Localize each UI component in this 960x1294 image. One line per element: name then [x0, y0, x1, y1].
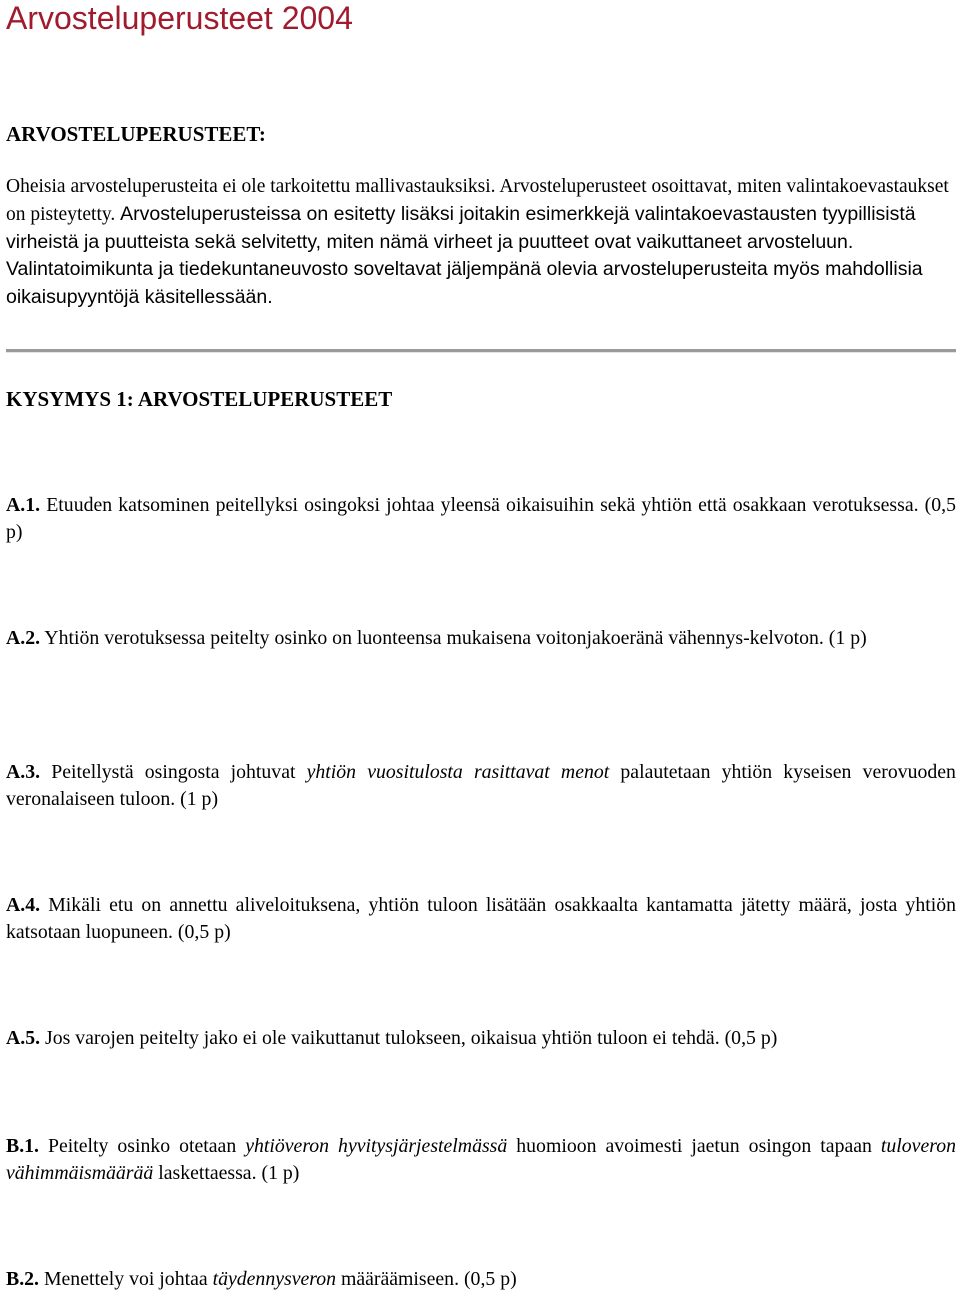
criterion-emphasis: yhtiön vuositulosta rasittavat menot	[306, 761, 610, 783]
criterion-a1	[6, 492, 956, 546]
criterion-b1	[6, 1133, 956, 1187]
page-title: Arvosteluperusteet 2004	[6, 0, 353, 36]
intro-sentence-2: Arvosteluperusteissa on esitetty lisäksi joitakin esimerkkejä valintakoevastausten tyypillisistä virheistä ja puutteista sekä selvitetty, miten nämä virheet ja puutteet ovat vaikuttaneet arvosteluun.	[6, 202, 916, 253]
criterion-text: Menettely voi johtaa	[43, 1268, 208, 1290]
question-heading: KYSYMYS 1: ARVOSTELUPERUSTEET	[6, 387, 393, 411]
criterion-emphasis: täydennysveron	[212, 1268, 336, 1290]
criterion-label: A.1.	[6, 494, 41, 516]
criterion-a3	[6, 759, 956, 813]
criterion-text: Yhtiön verotuksessa peitelty osinko on luonteensa mukaisena voitonjakoeränä vähennys-kelvoton. (1 p)	[44, 627, 867, 649]
criterion-label: B.2.	[6, 1268, 39, 1290]
criterion-text-cont: määräämiseen. (0,5 p)	[340, 1268, 517, 1290]
criterion-label: A.5.	[6, 1027, 41, 1049]
criterion-emphasis-2: tuloveron vähimmäismäärää	[6, 1135, 956, 1184]
criterion-a4	[6, 892, 956, 946]
criterion-label: B.1.	[6, 1135, 39, 1157]
criterion-b2	[6, 1266, 956, 1293]
criterion-text-cont: palautetaan yhtiön kyseisen verovuoden veronalaiseen tuloon. (1 p)	[6, 761, 956, 810]
criterion-text: Jos varojen peitelty jako ei ole vaikuttanut tulokseen, oikaisua yhtiön tuloon ei tehdä. (0,5 p)	[45, 1027, 778, 1049]
criterion-text: Peitellystä osingosta johtuvat	[51, 761, 296, 783]
intro-sentence-1: Oheisia arvosteluperusteita ei ole tarkoitettu mallivastauksiksi. Arvosteluperusteet osoittavat, miten valintakoevastaukset on pisteytetty.	[6, 176, 949, 225]
horizontal-divider	[6, 349, 956, 353]
criterion-emphasis: yhtiöveron hyvitysjärjestelmässä	[245, 1135, 508, 1157]
criterion-text-cont: huomioon avoimesti jaetun osingon tapaan	[516, 1135, 872, 1157]
criterion-label: A.4.	[6, 894, 41, 916]
criterion-a5	[6, 1025, 956, 1052]
criterion-text: Etuuden katsominen peitellyksi osingoksi johtaa yleensä oikaisuihin sekä yhtiön että osakkaan verotuksessa. (0,5 p)	[6, 494, 956, 543]
criterion-text-end: laskettaessa. (1 p)	[158, 1162, 300, 1184]
intro-sentence-3: Valintatoimikunta ja tiedekuntaneuvosto soveltavat jäljempänä olevia arvosteluperusteita myös mahdollisia oikaisupyyntöjä käsitellessään.	[6, 258, 923, 309]
criterion-label: A.3.	[6, 761, 41, 783]
section-heading: ARVOSTELUPERUSTEET:	[6, 122, 266, 146]
criterion-text: Peitelty osinko otetaan	[47, 1135, 237, 1157]
criterion-text: Mikäli etu on annettu aliveloituksena, yhtiön tuloon lisätään osakkaalta kantamatta jätetty määrä, josta yhtiön katsotaan luopuneen. (0,5 p)	[6, 894, 956, 943]
criterion-a2	[6, 625, 956, 652]
criterion-label: A.2.	[6, 627, 41, 649]
intro-paragraph	[6, 174, 952, 312]
